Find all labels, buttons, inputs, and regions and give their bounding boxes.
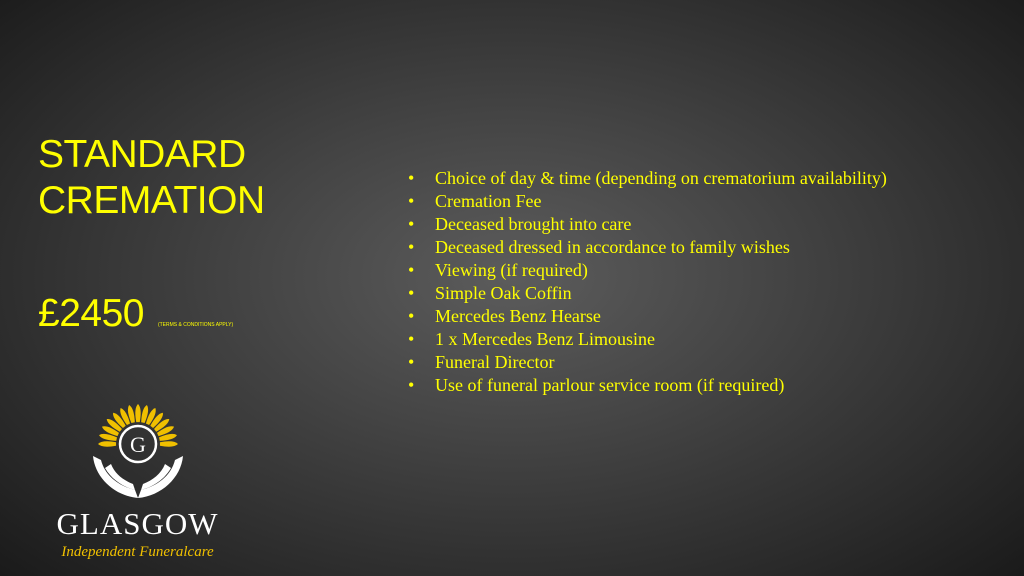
list-item: • Choice of day & time (depending on crematorium availability) xyxy=(408,168,887,188)
list-item: • Mercedes Benz Hearse xyxy=(408,306,601,326)
list-item: • Viewing (if required) xyxy=(408,260,588,280)
logo-name: GLASGOW xyxy=(56,506,219,541)
slide-title xyxy=(38,132,368,224)
terms-note: (TERMS & CONDITIONS APPLY) xyxy=(157,322,234,328)
bullet-icon: • xyxy=(408,329,415,349)
sun-ray xyxy=(160,441,178,446)
bullet-icon: • xyxy=(408,237,415,257)
title-line-2: CREMATION xyxy=(38,179,265,222)
list-item: • Simple Oak Coffin xyxy=(408,283,572,303)
bullet-icon: • xyxy=(408,306,415,326)
list-item: • Deceased brought into care xyxy=(408,214,632,234)
list-item: • Cremation Fee xyxy=(408,191,542,211)
bullet-icon: • xyxy=(408,191,415,211)
sun-ray xyxy=(135,404,140,422)
sunburst-hands-icon xyxy=(83,398,193,506)
features-list xyxy=(408,167,918,397)
list-item: • Funeral Director xyxy=(408,352,555,372)
bullet-icon: • xyxy=(408,168,415,188)
price-row xyxy=(38,292,233,336)
company-logo xyxy=(30,398,245,568)
list-item: • 1 x Mercedes Benz Limousine xyxy=(408,329,655,349)
list-item: • Use of funeral parlour service room (if required) xyxy=(408,375,785,395)
list-item: • Deceased dressed in accordance to family wishes xyxy=(408,237,790,257)
title-line-1: STANDARD xyxy=(38,133,246,176)
logo-tagline: Independent Funeralcare xyxy=(61,544,214,560)
logo-letter: G xyxy=(130,432,146,457)
bullet-icon: • xyxy=(408,214,415,234)
bullet-icon: • xyxy=(408,283,415,303)
price: £2450 xyxy=(38,292,144,335)
bullet-icon: • xyxy=(408,352,415,372)
bullet-icon: • xyxy=(408,375,415,395)
bullet-icon: • xyxy=(408,260,415,280)
sun-ray xyxy=(98,441,116,446)
